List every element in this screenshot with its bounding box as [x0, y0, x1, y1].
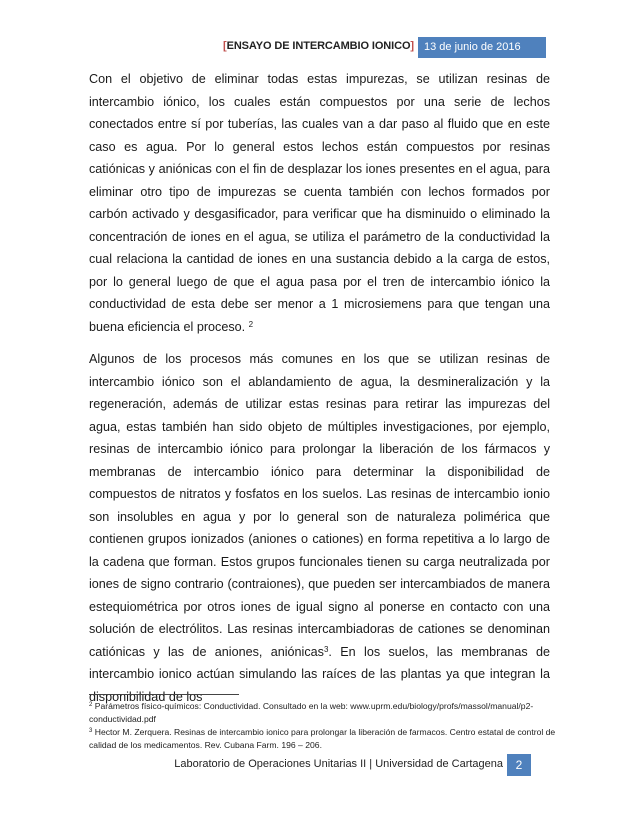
- footnote-ref-2[interactable]: 2: [248, 319, 254, 329]
- footnote-3: [89, 726, 561, 752]
- paragraph-1: [89, 68, 550, 338]
- footnote-ref-3[interactable]: 3: [323, 644, 329, 654]
- header-title: [223, 40, 414, 52]
- header-bracket-open: [: [223, 40, 227, 52]
- footnote-2: [89, 700, 561, 726]
- body-text: [89, 68, 550, 708]
- paragraph-2-tail: . En los suelos, las membranas de intercambio ionico actúan simulando las raíces de las plantas ya que integran la disponibilidad de los: [89, 644, 550, 704]
- page-header: [0, 37, 638, 57]
- header-title-text: ENSAYO DE INTERCAMBIO IONICO: [226, 40, 411, 52]
- footnotes: [89, 700, 561, 752]
- footnote-2-text: Parámetros físico-químicos: Conductividad. Consultado en la web: www.uprm.edu/biology/profs/massol/manual/p2-conductividad.pdf: [89, 701, 534, 724]
- footnote-2-marker: 2: [89, 702, 93, 708]
- page-footer: [0, 754, 638, 776]
- header-bracket-close: ]: [410, 40, 414, 52]
- footnote-3-marker: 3: [89, 728, 93, 734]
- paragraph-2: [89, 348, 550, 708]
- paragraph-1-text: Con el objetivo de eliminar todas estas impurezas, se utilizan resinas de intercambio iónico, los cuales están compuestos por una serie de lechos conectados entre sí por tuberías, las cuales van a dar paso al fluido que en este caso es agua. Por lo general estos lechos están compuestos por resinas catiónicas y aniónicas con el fin de desplazar los iones presentes en el agua, para eliminar otro tipo de impurezas se cuenta también con lechos formados por carbón activado y desgasificador, para verificar que ha disminuido o eliminado la concentración de iones en el agua, se utiliza el parámetro de la conductividad la cual relaciona la cantidad de iones en una sustancia debido a la carga de estos, por lo general luego de que el agua pasa por el tren de intercambio iónico la conductividad de esta debe ser menor a 1 microsiemens para que tengan una buena eficiencia el proceso.: [89, 72, 550, 334]
- paragraph-2-text: Algunos de los procesos más comunes en los que se utilizan resinas de intercambio iónico son el ablandamiento de agua, la desmineralización y la regeneración, además de utilizar estas resinas para retirar las impurezas del agua, estas también han sido objeto de múltiples investigaciones, por ejemplo, resinas de intercambio iónico para prolongar la liberación de los fármacos y membranas de intercambio iónico para determinar la disponibilidad de compuestos de nitratos y fosfatos en los suelos. Las resinas de intercambio ionio son insolubles en agua y por lo general son de naturaleza polimérica que contienen grupos ionizados (aniones o cationes) en forma repetitiva a lo largo de la cadena que forman. Estos grupos funcionales tienen su carga neutralizada por iones de signo contrario (contraiones), que pueden ser intercambiados de manera estequiométrica por otros iones de igual signo al ponerse en contacto con una solución de electrólitos. Las resinas intercambiadoras de cationes se denominan catiónicas y las de aniones, aniónicas: [89, 352, 550, 659]
- footnote-3-text: Hector M. Zerquera. Resinas de intercambio ionico para prolongar la liberación de farmacos. Centro estatal de control de calidad de los medicamentos. Rev. Cubana Farm. 196 – 206.: [89, 727, 556, 750]
- header-date: 13 de junio de 2016: [418, 37, 546, 58]
- page-number: 2: [507, 754, 531, 776]
- footnote-separator: [89, 694, 239, 695]
- footer-text: Laboratorio de Operaciones Unitarias II | Universidad de Cartagena: [174, 758, 503, 770]
